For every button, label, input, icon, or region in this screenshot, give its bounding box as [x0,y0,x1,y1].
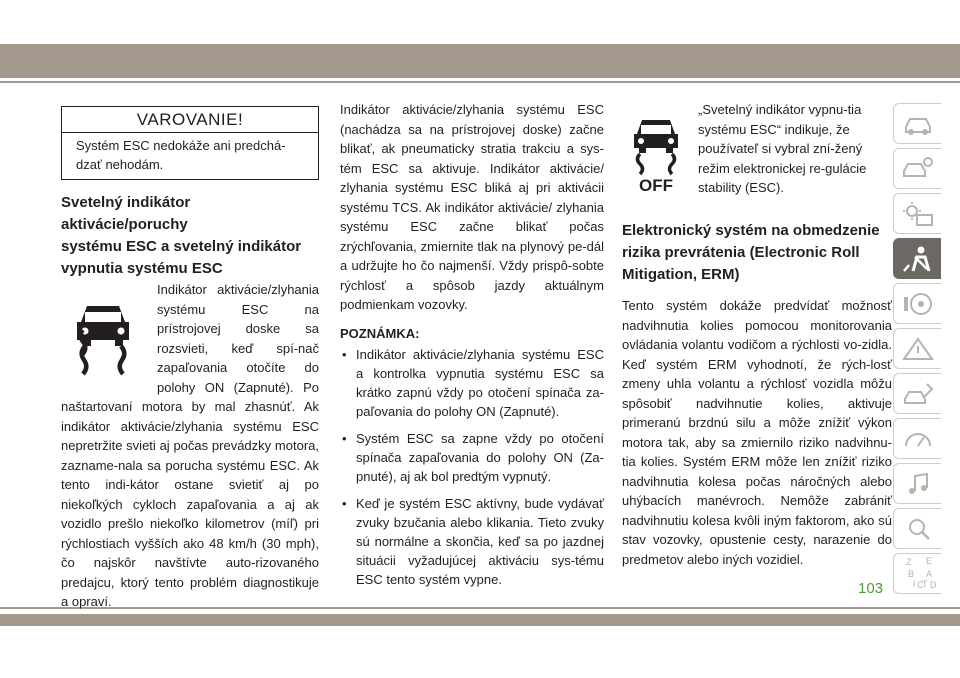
erm-paragraph: Tento systém dokáže predvídať možnosť nadvihnutia kolies pomocou monitorovania ovládania volantu vodičom a rýchlosti vo-zidla. Keď systém ERM vyhodnotí, že rých-losť zmeny uhla volantu a rýchlosť vozidla môžu spôsobiť nadvihnutie kolies, aktivuje primeranú brzdnú silu a môže znížiť výkon motora tak, aby sa zmiernilo riziko nadvihnu-tia kolies. Systém ERM môže len znížiť riziko nadvihnutia kolesa počas náročných alebo uhýbacích manévroch. Nemôže zabrániť nadvihnutiu kolesa kvôli iným faktorom, ako sú stav vozovky, opustenie cesty, narazenie do predmetov alebo iných vozidiel. [622,298,892,567]
tab-vehicle-key[interactable] [893,148,941,189]
note-list [340,345,604,589]
index-letter: E [925,555,932,566]
section-heading-erm [622,220,892,286]
warning-text: Systém ESC nedokáže ani predchá-dzať nehodám. [76,138,286,172]
car-icon [901,111,935,137]
tab-specifications[interactable] [893,418,941,459]
note-item: • Keď je systém ESC aktívny, bude vydávať zvuky bzučania alebo klikania. Tieto zvuky sú normálne a skončia, keď sa po jazdnej situácii vyžadujúcej aktiváciu sys-tému ESC tento systém vypne. [340,494,604,589]
alphabet-index-icon [898,555,938,593]
heading-line: vypnutia systému ESC [61,260,223,277]
magnifier-icon [901,516,935,542]
tab-customer-assistance[interactable] [893,508,941,549]
warning-title: VAROVANIE! [62,107,318,133]
note-item: • Systém ESC sa zapne vždy po otočení spínača zapaľovania do polohy ON (Za-pnuté), aj ak bol predtým vypnutý. [340,429,604,486]
right-column [622,100,892,569]
index-letter: A [925,568,932,579]
tab-index[interactable] [893,553,941,594]
tab-emergency[interactable] [893,328,941,369]
note-heading: POZNÁMKA: [340,325,420,341]
warning-box [61,106,319,180]
esc-blink-paragraph: Indikátor aktivácie/zlyhania systému ESC (nachádza sa na prístrojovej doske) začne blikať, ak pneumaticky stratia trakciu a sys-tém ESC sa aktivuje. Indikátor aktivácie/ zlyhania systému ESC bliká aj pri aktivácii systému TCS. Ak indikátor aktivácie/ zlyhania systému ESC začne blikať počas zrýchľovania, zmiernite tlak na plynový pe-dál a udržujte ho čo najmenší. Vždy prispô-sobte rýchlosť a spôsob jazdy aktuálnym podmienkam vozovky. [340,102,604,312]
sun-envelope-icon [901,201,935,227]
heading-line: rizika prevrátenia (Electronic Roll [622,244,860,261]
heading-line: Elektronický systém na obmedzenie [622,222,880,239]
tab-service[interactable] [893,373,941,414]
car-key-icon [901,156,935,182]
esc-off-indicator-icon [622,108,690,194]
wrench-car-icon [901,381,935,407]
steering-wheel-icon [901,291,935,317]
esc-indicator-paragraph: Indikátor aktivácie/zlyhania systému ESC na prístrojovej doske sa rozsvieti, keď spí-nač zapaľovania otočíte do polohy ON (Zapnuté). Po naštartovaní motora by mal zhasnúť. Ak indikátor aktivácie/zlyhania systému ESC nepretržite svieti aj počas prevádzky motora, zazname-nala sa porucha systému ESC. Ak tento indi-kátor ostane svietiť aj po niekoľkých cykloch zapaľovania a aj ak vozidlo prešlo niekoľko kilometrov (míľ) pri rýchlostiach vyšších ako 48 km/h (30 mph), čo najskôr navštívte auto-rizovaného predajcu, ktorý tento problém diagnostikuje a opraví. [61,282,319,609]
off-label: OFF [639,176,673,194]
index-letter: C [916,579,923,590]
index-letter: Z [905,556,911,567]
chapter-index-tabs [893,103,943,598]
gauge-icon [901,426,935,452]
tab-lights-messages[interactable] [893,193,941,234]
header-band [0,44,960,78]
seatbelt-passenger-icon [901,245,935,273]
tab-multimedia[interactable] [893,463,941,504]
section-heading-esc [61,192,319,280]
index-letter: I [912,578,916,589]
index-letter: T [921,578,927,589]
heading-line: systému ESC a svetelný indikátor [61,238,302,255]
page-number: 103 [858,580,884,597]
note-item: • Indikátor aktivácie/zlyhania systému ESC a kontrolka vypnutia systému ESC sa krátko zapnú vždy po otočení spínača za-paľovania do polohy ON (Zapnuté). [340,345,604,421]
middle-column [340,100,604,597]
esc-off-paragraph: „Svetelný indikátor vypnu-tia systému ESC“ indikuje, že používateľ si vybral zní-žený režim elektronickej re-gulácie stability (ESC). [698,102,867,195]
tab-vehicle[interactable] [893,103,941,144]
left-column [61,100,319,612]
heading-line: Mitigation, ERM) [622,266,740,283]
warning-triangle-icon [901,336,935,362]
header-rule [0,81,960,83]
esc-activation-indicator-icon [61,288,145,380]
index-letter: D [929,579,936,590]
index-letter: B [907,568,914,579]
tab-driving[interactable] [893,283,941,324]
heading-line: Svetelný indikátor aktivácie/poruchy [61,194,191,233]
music-note-icon [901,471,935,497]
footer-band [0,614,960,626]
tab-safety[interactable] [893,238,941,279]
